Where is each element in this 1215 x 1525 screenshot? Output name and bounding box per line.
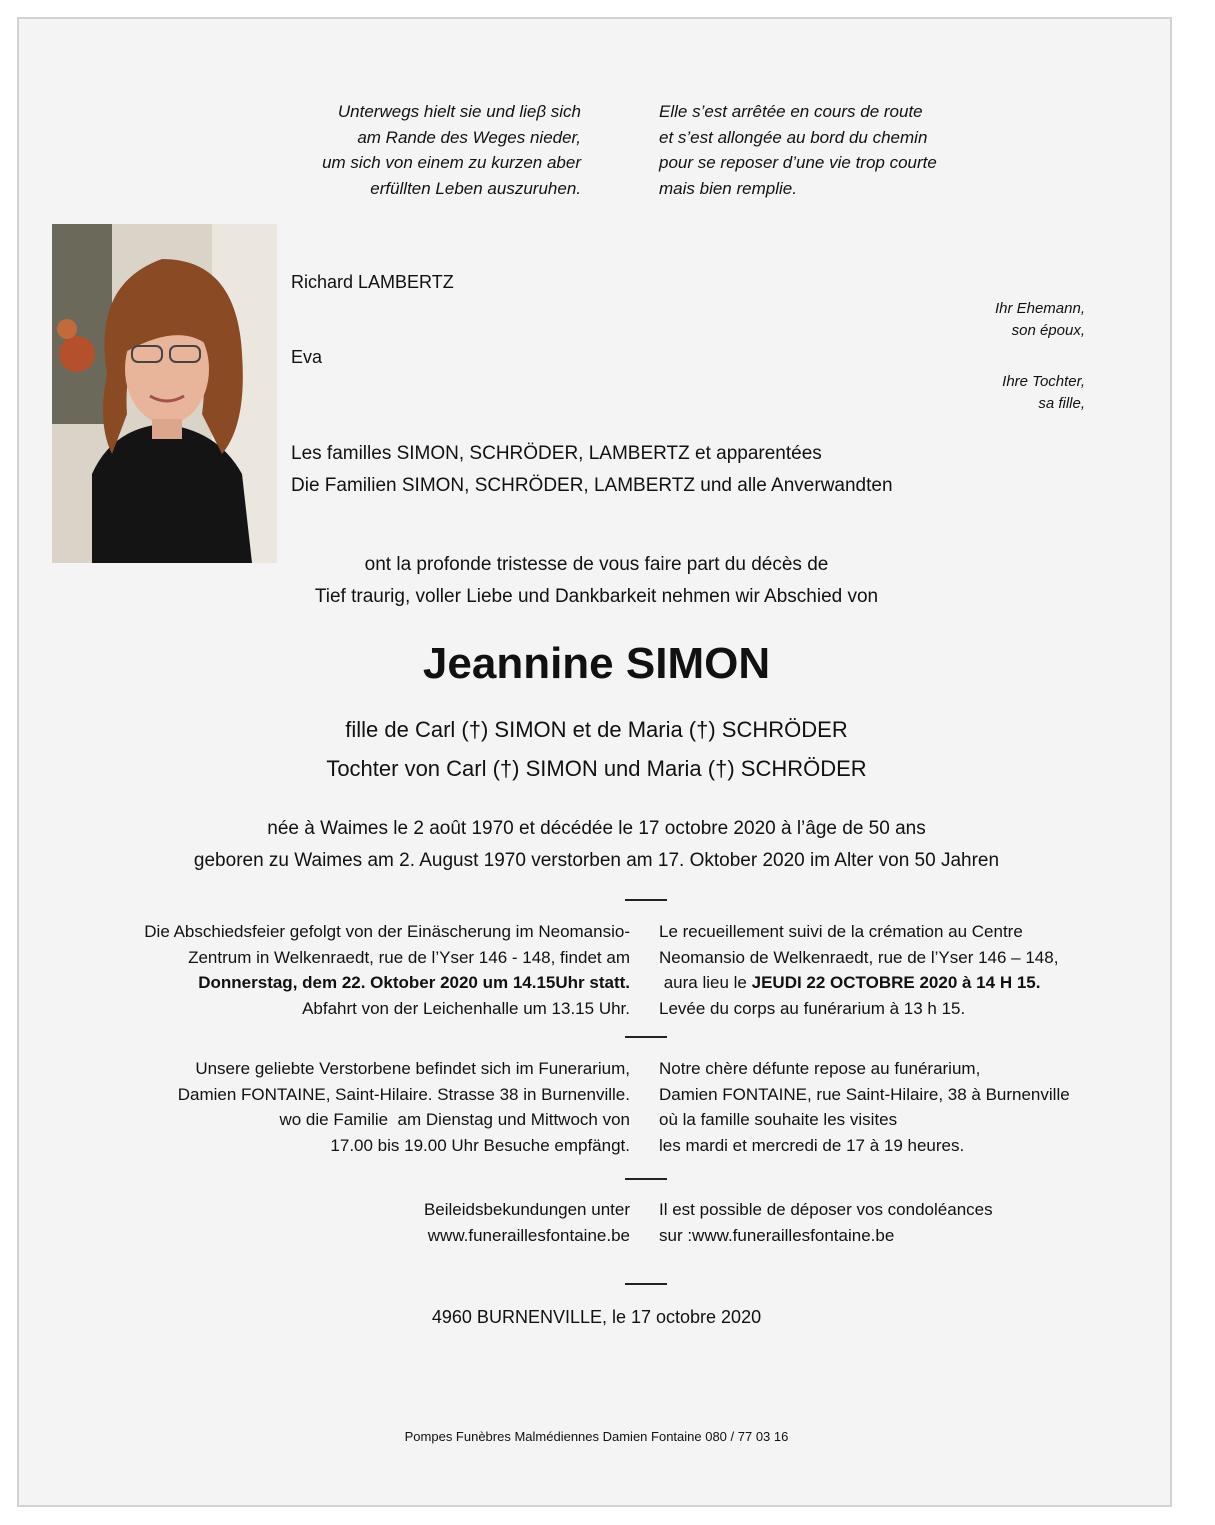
- daughter-name: Eva: [291, 347, 323, 367]
- separator: [625, 1036, 667, 1038]
- poem-de-line: erfüllten Leben auszuruhen.: [370, 178, 581, 198]
- poem-de-line: am Rande des Weges nieder,: [357, 127, 581, 147]
- poem-french: [659, 99, 937, 201]
- funerarium-fr: Notre chère défunte repose au funérarium, Damien FONTAINE, rue Saint-Hilaire, 38 à Burnenville où la famille souhaite les visites les mardi et mercredi de 17 à 19 heures.: [659, 1059, 1070, 1155]
- ceremony-fr: Le recueillement suivi de la crémation au Centre Neomansio de Welkenraedt, rue de l’Yser 146 – 148, aura lieu le JEUDI 22 OCTOBRE 2020 à 14 H 15. Levée du corps au funérarium à 13 h 15.: [659, 922, 1059, 1018]
- announcement-fr: ont la profonde tristesse de vous faire part du décès de: [364, 554, 829, 575]
- poem-de-line: Unterwegs hielt sie und lieβ sich: [337, 102, 581, 121]
- portrait-photo: [52, 224, 277, 563]
- ceremony-de: Die Abschiedsfeier gefolgt von der Einäscherung im Neomansio- Zentrum in Welkenraedt, rue de l’Yser 146 - 148, findet am Donnerstag, dem 22. Oktober 2020 um 14.15Uhr statt. Abfahrt von der Leichenhalle um 13.15 Uhr.: [144, 922, 630, 1018]
- dates-de: geboren zu Waimes am 2. August 1970 verstorben am 17. Oktober 2020 im Alter von 50 Jahren: [193, 850, 1000, 871]
- condolences-de: Beileidsbekundungen unter www.funeraillesfontaine.be: [424, 1197, 630, 1248]
- obituary-card: [17, 17, 1172, 1507]
- condolences-fr: Il est possible de déposer vos condoléances sur :www.funeraillesfontaine.be: [659, 1197, 993, 1248]
- funerarium-de: Unsere geliebte Verstorbene befindet sich im Funerarium, Damien FONTAINE, Saint-Hilaire. Strasse 38 in Burnenville. wo die Familie am Dienstag und Mittwoch von 17.00 bis 19.00 Uhr Besuche empfängt.: [177, 1059, 630, 1155]
- husband-role: Ihr Ehemann, son époux,: [994, 300, 1085, 339]
- families-de: Die Familien SIMON, SCHRÖDER, LAMBERTZ und alle Anverwandten: [291, 475, 893, 496]
- footer-funeral-home: Pompes Funèbres Malmédiennes Damien Fontaine 080 / 77 03 16: [404, 1429, 789, 1444]
- condolences-link-de[interactable]: www.funeraillesfontaine.be: [427, 1225, 630, 1245]
- poem-fr-line: pour se reposer d’une vie trop courte: [659, 153, 937, 172]
- separator: [625, 1178, 667, 1180]
- deceased-name: Jeannine SIMON: [422, 639, 771, 688]
- place-date: 4960 BURNENVILLE, le 17 octobre 2020: [431, 1307, 762, 1327]
- parents: [19, 710, 1174, 788]
- poem-de-line: um sich von einem zu kurzen aber: [322, 153, 581, 172]
- poem-fr-line: Elle s’est arrêtée en cours de route: [659, 102, 923, 121]
- condolences-link-fr[interactable]: sur :www.funeraillesfontaine.be: [659, 1225, 895, 1245]
- poem-fr-line: et s’est allongée au bord du chemin: [659, 127, 928, 147]
- families-fr: Les familles SIMON, SCHRÖDER, LAMBERTZ et apparentées: [291, 443, 822, 464]
- dates-fr: née à Waimes le 2 août 1970 et décédée le 17 octobre 2020 à l’âge de 50 ans: [267, 818, 926, 839]
- announcement-de: Tief traurig, voller Liebe und Dankbarkeit nehmen wir Abschied von: [314, 586, 879, 607]
- parents-de: Tochter von Carl (†) SIMON und Maria (†) SCHRÖDER: [326, 756, 867, 781]
- separator: [625, 1283, 667, 1285]
- parents-fr: fille de Carl (†) SIMON et de Maria (†) SCHRÖDER: [345, 717, 848, 742]
- families-block: [291, 438, 893, 502]
- daughter-role: Ihre Tochter, sa fille,: [1002, 373, 1085, 412]
- poem-german: [322, 99, 581, 201]
- announcement: [19, 549, 1174, 613]
- separator: [625, 899, 667, 901]
- life-dates: [19, 813, 1174, 877]
- husband-name: Richard LAMBERTZ: [291, 272, 454, 292]
- poem-fr-line: mais bien remplie.: [659, 178, 797, 198]
